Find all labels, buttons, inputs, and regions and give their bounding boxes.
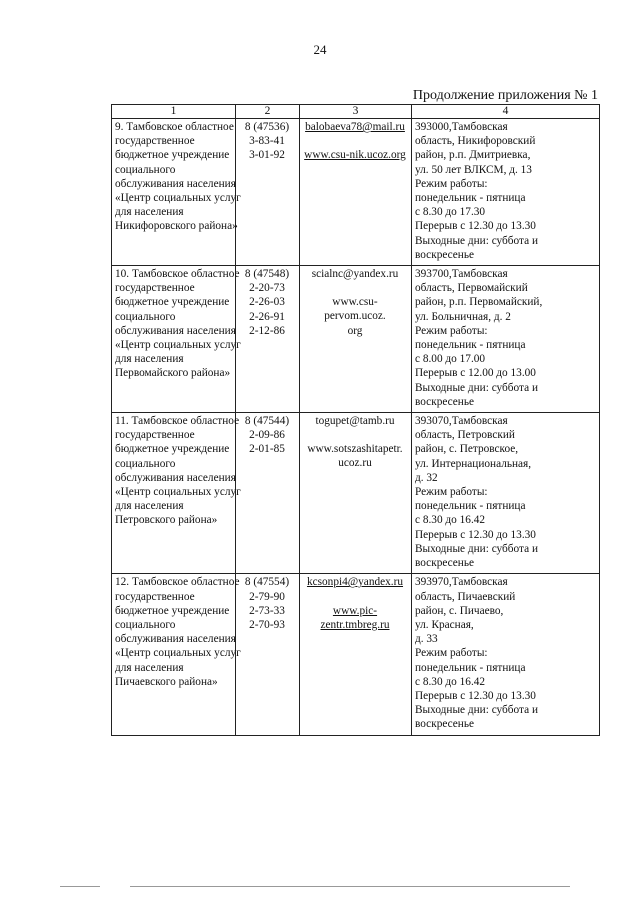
address-line: понедельник - пятница	[415, 192, 526, 205]
email-link[interactable]: scialnc@yandex.ru	[311, 268, 399, 281]
phone-cell	[236, 119, 300, 266]
address-line: Перерыв с 12.30 до 13.30	[415, 528, 536, 541]
spacer	[303, 281, 407, 295]
phone-number: 2-26-03	[249, 296, 285, 309]
phone-number: 3-01-92	[249, 149, 285, 162]
address-line: ул. 50 лет ВЛКСМ, д. 13	[415, 163, 532, 176]
organization-name-line: социального	[115, 163, 176, 176]
address-line: Режим работы:	[415, 177, 488, 190]
address-line: 393970,Тамбовская	[415, 576, 508, 589]
address-line: ул. Больничная, д. 2	[415, 310, 511, 323]
contact-cell	[300, 413, 412, 574]
table-row	[112, 119, 600, 266]
header-row	[112, 105, 600, 119]
address-line: воскресенье	[415, 248, 475, 261]
address-line: д. 33	[415, 633, 438, 646]
phone-cell	[236, 413, 300, 574]
continuation-title: Продолжение приложения № 1	[412, 88, 598, 103]
address-line: 393700,Тамбовская	[415, 268, 508, 281]
phone-number: 2-09-86	[249, 429, 285, 442]
email-link[interactable]: balobaeva78@mail.ru	[305, 121, 405, 133]
organization-name-line: бюджетное учреждение	[115, 604, 230, 617]
address-line: воскресенье	[415, 718, 475, 731]
organization-name-line: «Центр социальных услуг	[115, 647, 241, 660]
organization-name-line: обслуживания населения	[115, 324, 236, 337]
organization-name-line: Никифоровского района»	[115, 220, 238, 233]
phone-number: 2-26-91	[249, 310, 285, 323]
address-line: воскресенье	[415, 395, 475, 408]
table-body	[112, 119, 600, 736]
organization-name-line: государственное	[115, 429, 195, 442]
organization-name-line: «Центр социальных услуг	[115, 192, 241, 205]
address-line: область, Пичаевский	[415, 590, 516, 603]
address-line: район, с. Петровское,	[415, 443, 519, 456]
phone-number: 2-01-85	[249, 443, 285, 456]
address-cell	[412, 413, 600, 574]
website-link[interactable]: www.csu-nik.ucoz.org	[304, 149, 406, 162]
organization-name-line: бюджетное учреждение	[115, 149, 230, 162]
website-link[interactable]: ucoz.ru	[338, 457, 372, 470]
address-line: область, Петровский	[415, 429, 515, 442]
address-line: Перерыв с 12.30 до 13.30	[415, 689, 536, 702]
address-line: с 8.30 до 17.30	[415, 206, 486, 219]
website-link[interactable]: www.csu-pervom.ucoz.	[324, 296, 386, 323]
address-line: Режим работы:	[415, 324, 488, 337]
organization-name-line: социального	[115, 457, 176, 470]
page-number: 24	[313, 42, 327, 57]
address-line: 393000,Тамбовская	[415, 121, 508, 133]
organization-name-line: для населения	[115, 500, 184, 513]
organization-name-line: для населения	[115, 206, 184, 219]
organization-name-line: Пичаевского района»	[115, 675, 218, 688]
address-line: с 8.30 до 16.42	[415, 514, 486, 527]
address-line: Перерыв с 12.30 до 13.30	[415, 220, 536, 233]
address-line: с 8.00 до 17.00	[415, 353, 486, 366]
organization-name-line: социального	[115, 618, 176, 631]
address-line: Выходные дни: суббота и	[415, 542, 539, 555]
organization-name-line: государственное	[115, 590, 195, 603]
phone-cell	[236, 574, 300, 735]
address-line: Перерыв с 12.00 до 13.00	[415, 367, 536, 380]
organization-name-line: Первомайского района»	[115, 367, 231, 380]
address-cell	[412, 574, 600, 735]
address-line: Выходные дни: суббота и	[415, 704, 539, 717]
phone-number: 2-12-86	[249, 324, 285, 337]
organization-name-line: обслуживания населения	[115, 471, 236, 484]
address-line: Выходные дни: суббота и	[415, 381, 539, 394]
organization-name-line: бюджетное учреждение	[115, 296, 230, 309]
spacer	[303, 428, 407, 442]
address-line: с 8.30 до 16.42	[415, 675, 486, 688]
website-link[interactable]: www.sotszashitapetr.	[307, 443, 403, 456]
organization-name-line: государственное	[115, 282, 195, 295]
address-line: Выходные дни: суббота и	[415, 234, 539, 247]
organization-name-cell	[112, 266, 241, 413]
organization-name-line: «Центр социальных услуг	[115, 339, 241, 352]
address-line: район, р.п. Дмитриевка,	[415, 149, 531, 162]
phone-number: 2-70-93	[249, 618, 285, 631]
address-line: ул. Красная,	[415, 618, 474, 631]
phone-cell	[236, 266, 300, 413]
column-header: 4	[412, 105, 600, 119]
address-line: область, Никифоровский	[415, 135, 536, 148]
column-header: 2	[236, 105, 300, 119]
organization-name-cell	[112, 119, 241, 266]
organization-name-line: социального	[115, 310, 176, 323]
organization-name-line: для населения	[115, 661, 184, 674]
address-line: д. 32	[415, 471, 438, 484]
phone-number: 2-73-33	[249, 604, 285, 617]
organization-name-line: государственное	[115, 135, 195, 148]
address-line: воскресенье	[415, 557, 475, 570]
contacts-table	[111, 104, 600, 736]
footer-rule	[60, 886, 100, 887]
organization-name-line: 10. Тамбовское областное	[115, 268, 240, 281]
table-row	[112, 266, 600, 413]
organization-name-line: бюджетное учреждение	[115, 443, 230, 456]
organization-name-line: 12. Тамбовское областное	[115, 576, 240, 589]
organization-name-line: обслуживания населения	[115, 177, 236, 190]
spacer	[303, 590, 407, 604]
spacer	[303, 134, 407, 148]
column-header: 1	[112, 105, 236, 119]
email-link[interactable]: kcsonpi4@yandex.ru	[306, 576, 404, 589]
phone-number: 8 (47544)	[244, 415, 290, 428]
email-link[interactable]: togupet@tamb.ru	[315, 415, 395, 428]
organization-name-line: 11. Тамбовское областное	[115, 415, 240, 428]
address-line: Режим работы:	[415, 486, 488, 499]
contact-cell	[300, 574, 412, 735]
phone-number: 2-79-90	[249, 590, 285, 603]
website-link[interactable]: org	[347, 324, 363, 337]
website-link[interactable]: www.pic-zentr.tmbreg.ru	[320, 604, 390, 631]
organization-name-line: 9. Тамбовское областное	[115, 121, 234, 133]
organization-name-cell	[112, 413, 241, 574]
phone-number: 8 (47548)	[244, 268, 290, 281]
organization-name-line: «Центр социальных услуг	[115, 486, 241, 499]
address-line: понедельник - пятница	[415, 661, 526, 674]
table-row	[112, 413, 600, 574]
phone-number: 2-20-73	[249, 282, 285, 295]
address-line: понедельник - пятница	[415, 339, 526, 352]
address-line: Режим работы:	[415, 647, 488, 660]
organization-name-line: Петровского района»	[115, 514, 218, 527]
address-line: район, с. Пичаево,	[415, 604, 504, 617]
organization-name-cell	[112, 574, 241, 735]
address-line: ул. Интернациональная,	[415, 457, 532, 470]
phone-number: 8 (47554)	[244, 576, 290, 589]
address-line: 393070,Тамбовская	[415, 415, 508, 428]
address-line: район, р.п. Первомайский,	[415, 296, 543, 309]
organization-name-line: обслуживания населения	[115, 633, 236, 646]
contact-cell	[300, 266, 412, 413]
organization-name-line: для населения	[115, 353, 184, 366]
address-line: область, Первомайский	[415, 282, 528, 295]
address-line: понедельник - пятница	[415, 500, 526, 513]
table-row	[112, 574, 600, 735]
contact-cell	[300, 119, 412, 266]
footer-rule	[130, 886, 570, 887]
phone-number: 8 (47536)	[244, 121, 290, 133]
column-header: 3	[300, 105, 412, 119]
phone-number: 3-83-41	[249, 135, 285, 148]
address-cell	[412, 119, 600, 266]
address-cell	[412, 266, 600, 413]
